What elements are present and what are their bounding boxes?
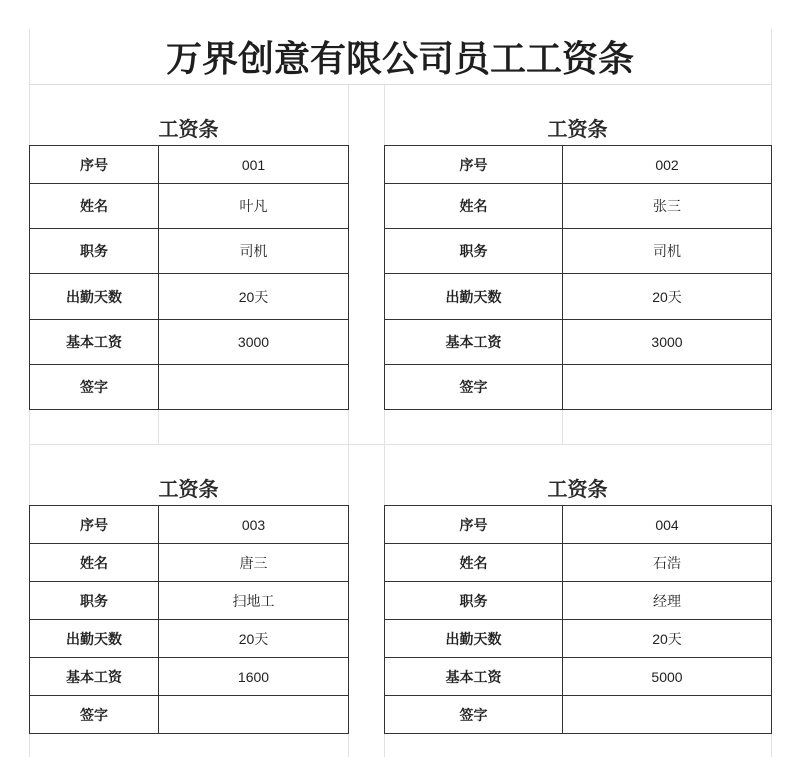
table-row xyxy=(30,146,349,184)
field-label: 出勤天数 xyxy=(385,620,563,658)
page-title: 万界创意有限公司员工工资条 xyxy=(29,29,771,85)
table-row xyxy=(30,658,349,696)
field-label: 签字 xyxy=(30,365,159,410)
field-value[interactable]: 张三 xyxy=(563,184,772,229)
table-row xyxy=(30,506,349,544)
table-row xyxy=(385,320,772,365)
table-row xyxy=(385,274,772,320)
field-value[interactable]: 002 xyxy=(563,146,772,184)
field-label: 基本工资 xyxy=(30,658,159,696)
field-value[interactable] xyxy=(563,365,772,410)
slip-table xyxy=(384,505,772,734)
field-value[interactable]: 石浩 xyxy=(563,544,772,582)
field-label: 序号 xyxy=(30,506,159,544)
field-value[interactable]: 1600 xyxy=(159,658,349,696)
field-label: 序号 xyxy=(385,146,563,184)
gridline xyxy=(29,444,771,445)
table-row xyxy=(385,365,772,410)
field-value[interactable] xyxy=(159,365,349,410)
field-label: 出勤天数 xyxy=(30,620,159,658)
slip-table xyxy=(29,145,349,410)
slip-heading: 工资条 xyxy=(158,479,219,501)
table-row xyxy=(30,696,349,734)
table-row xyxy=(385,184,772,229)
field-label: 出勤天数 xyxy=(385,274,563,320)
field-value[interactable]: 003 xyxy=(159,506,349,544)
table-row xyxy=(385,506,772,544)
field-value[interactable]: 001 xyxy=(159,146,349,184)
table-row xyxy=(30,184,349,229)
table-row xyxy=(30,229,349,274)
slip-heading: 工资条 xyxy=(547,119,608,141)
table-row xyxy=(30,544,349,582)
field-label: 签字 xyxy=(385,365,563,410)
field-value[interactable]: 叶凡 xyxy=(159,184,349,229)
field-value[interactable] xyxy=(159,696,349,734)
field-label: 姓名 xyxy=(385,184,563,229)
field-value[interactable]: 唐三 xyxy=(159,544,349,582)
field-label: 序号 xyxy=(385,506,563,544)
field-label: 职务 xyxy=(385,582,563,620)
field-value[interactable] xyxy=(563,696,772,734)
slip-heading: 工资条 xyxy=(158,119,219,141)
table-row xyxy=(30,582,349,620)
field-label: 职务 xyxy=(30,582,159,620)
table-row xyxy=(385,229,772,274)
field-label: 基本工资 xyxy=(30,320,159,365)
table-row xyxy=(385,544,772,582)
field-label: 出勤天数 xyxy=(30,274,159,320)
slip-heading: 工资条 xyxy=(547,479,608,501)
field-label: 职务 xyxy=(385,229,563,274)
field-label: 姓名 xyxy=(385,544,563,582)
field-value[interactable]: 经理 xyxy=(563,582,772,620)
field-label: 签字 xyxy=(30,696,159,734)
field-value[interactable]: 司机 xyxy=(563,229,772,274)
table-row xyxy=(30,320,349,365)
field-value[interactable]: 5000 xyxy=(563,658,772,696)
slip-table xyxy=(29,505,349,734)
field-value[interactable]: 司机 xyxy=(159,229,349,274)
table-row xyxy=(385,582,772,620)
field-label: 基本工资 xyxy=(385,320,563,365)
field-value[interactable]: 20天 xyxy=(563,274,772,320)
field-value[interactable]: 20天 xyxy=(159,274,349,320)
field-value[interactable]: 20天 xyxy=(563,620,772,658)
field-label: 姓名 xyxy=(30,544,159,582)
gridline xyxy=(562,409,563,444)
field-label: 基本工资 xyxy=(385,658,563,696)
field-value[interactable]: 3000 xyxy=(563,320,772,365)
field-label: 姓名 xyxy=(30,184,159,229)
table-row xyxy=(30,274,349,320)
table-row xyxy=(385,658,772,696)
slip-table xyxy=(384,145,772,410)
table-row xyxy=(30,365,349,410)
table-row xyxy=(385,146,772,184)
field-label: 职务 xyxy=(30,229,159,274)
field-value[interactable]: 20天 xyxy=(159,620,349,658)
table-row xyxy=(30,620,349,658)
field-label: 序号 xyxy=(30,146,159,184)
field-value[interactable]: 004 xyxy=(563,506,772,544)
field-label: 签字 xyxy=(385,696,563,734)
field-value[interactable]: 3000 xyxy=(159,320,349,365)
table-row xyxy=(385,696,772,734)
table-row xyxy=(385,620,772,658)
field-value[interactable]: 扫地工 xyxy=(159,582,349,620)
gridline xyxy=(158,409,159,444)
